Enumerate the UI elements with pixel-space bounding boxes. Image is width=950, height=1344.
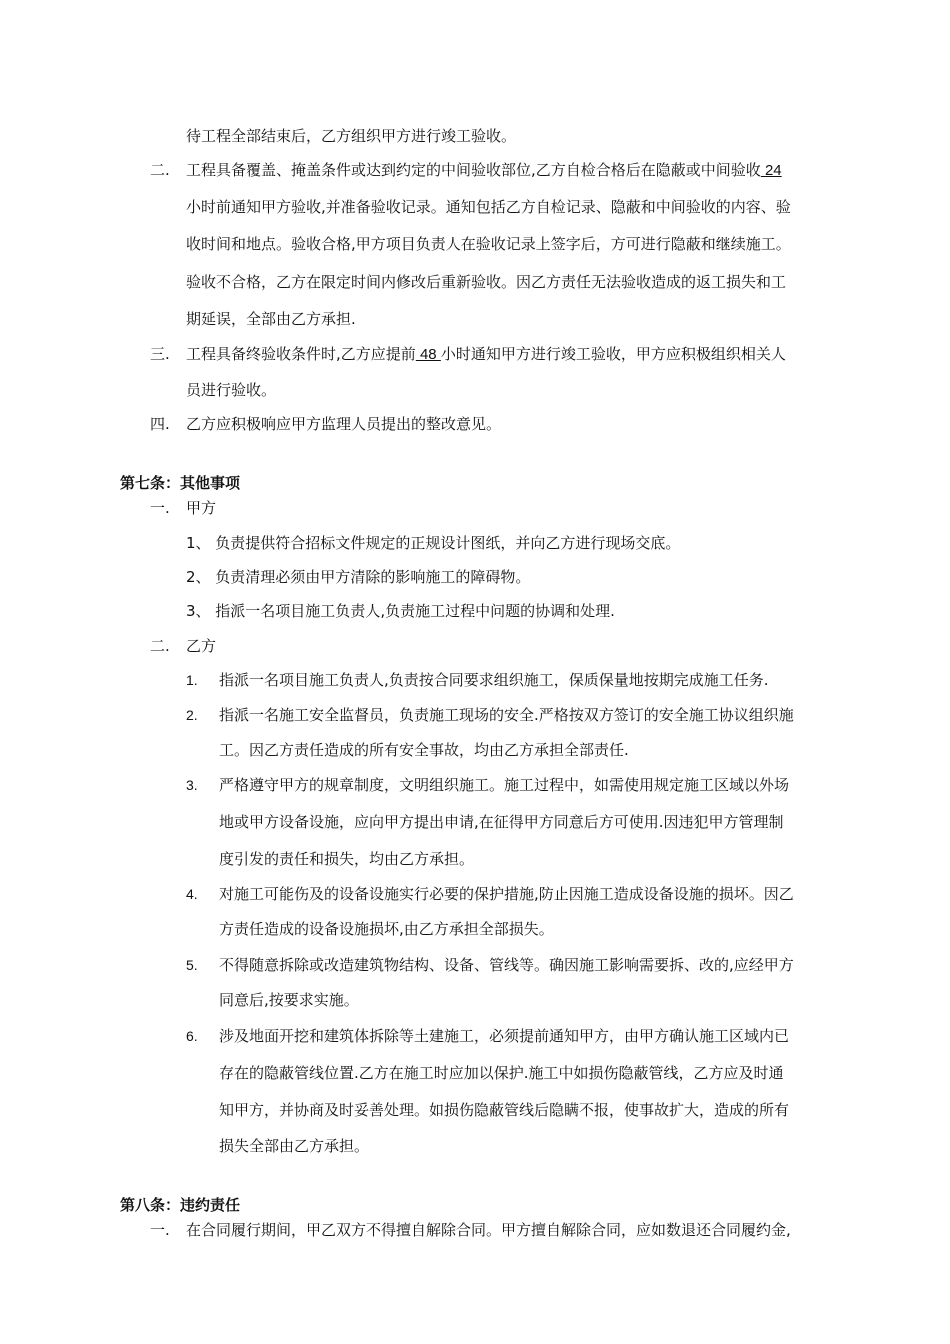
paragraph-line: 乙方应积极响应甲方监理人员提出的整改意见。: [186, 415, 502, 433]
list-marker: 一.: [150, 499, 170, 517]
list-marker: 二.: [150, 161, 170, 179]
list-item: 不得随意拆除或改造建筑物结构、设备、管线等。确因施工影响需要拆、改的,应经甲方: [219, 956, 794, 974]
subsection-label: 乙方: [186, 637, 217, 655]
item-number: 2.: [186, 707, 198, 723]
list-item: 方责任造成的设备设施损坏,由乙方承担全部损失。: [219, 920, 554, 938]
paragraph-line: 小时前通知甲方验收,并准备验收记录。通知包括乙方自检记录、隐蔽和中间验收的内容、验: [186, 198, 791, 216]
paragraph-line: 员进行验收。: [186, 381, 277, 399]
list-item: 3、 指派一名项目施工负责人,负责施工过程中问题的协调和处理.: [186, 602, 615, 620]
list-item: 指派一名施工安全监督员，负责施工现场的安全.严格按双方签订的安全施工协议组织施: [219, 706, 794, 724]
list-item: 指派一名项目施工负责人,负责按合同要求组织施工，保质保量地按期完成施工任务.: [219, 671, 769, 689]
list-item: 工。因乙方责任造成的所有安全事故，均由乙方承担全部责任.: [219, 741, 629, 759]
section-heading: 第七条：其他事项: [120, 474, 241, 492]
list-item: 涉及地面开挖和建筑体拆除等土建施工，必须提前通知甲方，由甲方确认施工区域内已: [219, 1027, 790, 1045]
list-item: 对施工可能伤及的设备设施实行必要的保护措施,防止因施工造成设备设施的损坏。因乙: [219, 885, 794, 903]
list-item: 度引发的责任和损失，均由乙方承担。: [219, 850, 475, 868]
item-number: 1.: [186, 672, 198, 688]
list-item: 1、 负责提供符合招标文件规定的正规设计图纸，并向乙方进行现场交底。: [186, 534, 681, 552]
paragraph-line: 工程具备终验收条件时,乙方应提前 48 小时通知甲方进行竣工验收，甲方应积极组织相关人: [186, 345, 786, 363]
list-item: 2、 负责清理必须由甲方清除的影响施工的障碍物。: [186, 568, 531, 586]
list-marker: 二.: [150, 637, 170, 655]
item-number: 6.: [186, 1028, 198, 1044]
paragraph-line: 收时间和地点。验收合格,甲方项目负责人在验收记录上签字后，方可进行隐蔽和继续施工。: [186, 235, 791, 253]
hours-value: 48: [415, 346, 441, 363]
list-item: 严格遵守甲方的规章制度，文明组织施工。施工过程中，如需使用规定施工区域以外场: [219, 776, 790, 794]
subsection-label: 甲方: [186, 499, 217, 517]
list-item: 同意后,按要求实施。: [219, 991, 359, 1009]
paragraph-line: 验收不合格，乙方在限定时间内修改后重新验收。因乙方责任无法验收造成的返工损失和工: [186, 273, 787, 291]
paragraph-line: 在合同履行期间，甲乙双方不得擅自解除合同。甲方擅自解除合同，应如数退还合同履约金,: [186, 1221, 791, 1239]
paragraph-line: 工程具备覆盖、掩盖条件或达到约定的中间验收部位,乙方自检合格后在隐蔽或中间验收 24: [186, 161, 782, 179]
item-number: 5.: [186, 957, 198, 973]
list-marker: 四.: [150, 415, 170, 433]
item-number: 4.: [186, 886, 198, 902]
list-item: 损失全部由乙方承担。: [219, 1137, 370, 1155]
paragraph-line: 期延误，全部由乙方承担.: [186, 310, 356, 328]
paragraph-line: 待工程全部结束后，乙方组织甲方进行竣工验收。: [186, 127, 517, 145]
item-number: 3.: [186, 777, 198, 793]
list-item: 存在的隐蔽管线位置.乙方在施工时应加以保护.施工中如损伤隐蔽管线，乙方应及时通: [219, 1064, 784, 1082]
list-item: 地或甲方设备设施，应向甲方提出申请,在征得甲方同意后方可使用.因违犯甲方管理制: [219, 813, 784, 831]
list-item: 知甲方，并协商及时妥善处理。如损伤隐蔽管线后隐瞒不报，使事故扩大，造成的所有: [219, 1101, 790, 1119]
list-marker: 一.: [150, 1221, 170, 1239]
list-marker: 三.: [150, 345, 170, 363]
hours-value: 24: [760, 162, 782, 179]
section-heading: 第八条：违约责任: [120, 1196, 241, 1214]
